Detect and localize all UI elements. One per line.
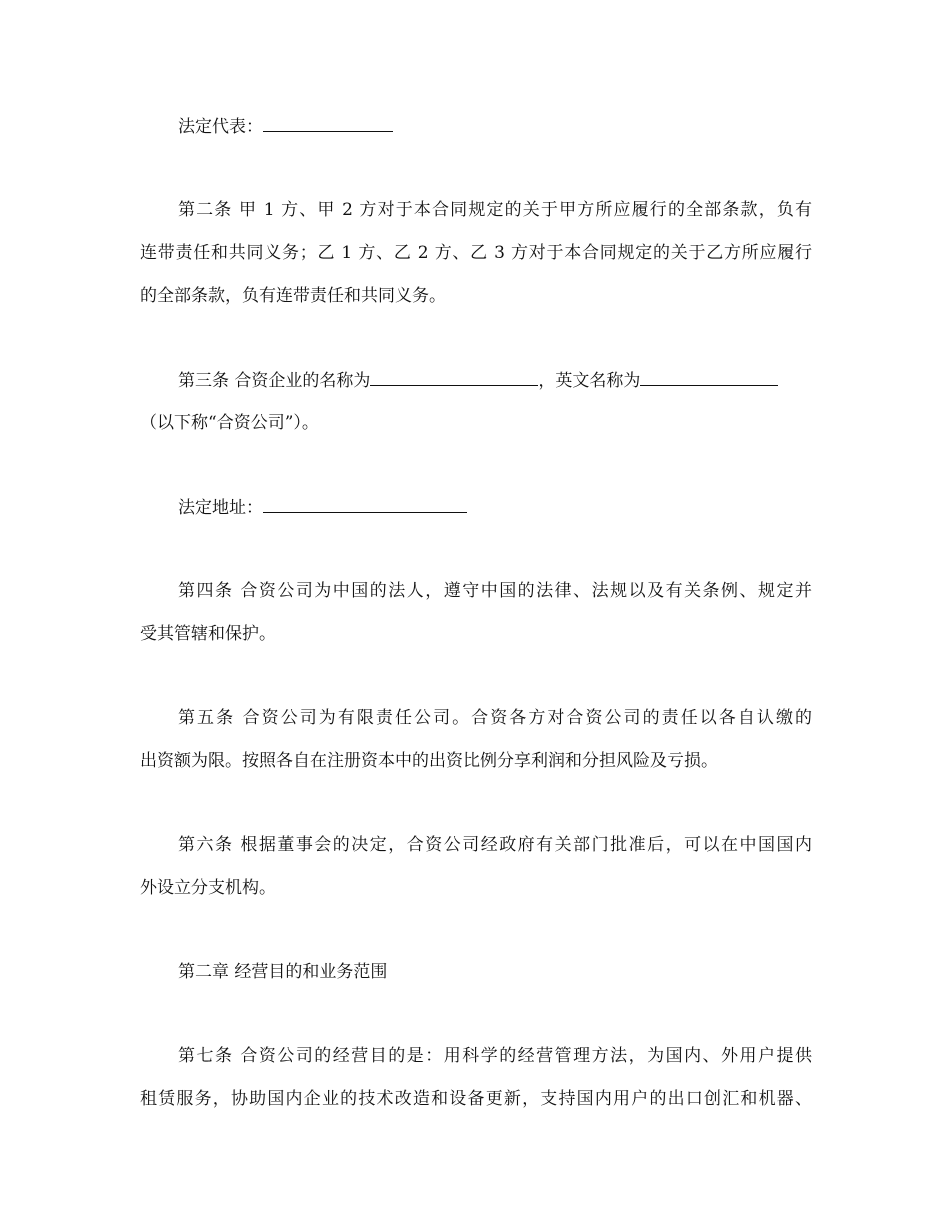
article-4-line-2: 受其管辖和保护。 xyxy=(140,624,276,644)
article-3-line-2: （以下称“合资公司”）。 xyxy=(140,413,319,433)
company-name-blank[interactable] xyxy=(370,369,538,386)
english-name-blank[interactable] xyxy=(640,369,778,386)
legal-representative-label: 法定代表： xyxy=(178,117,263,137)
legal-address-blank[interactable] xyxy=(263,496,467,513)
legal-representative-blank[interactable] xyxy=(263,115,393,132)
article-5-line-1: 第五条 合资公司为有限责任公司。合资各方对合资公司的责任以各自认缴的 xyxy=(178,708,812,728)
article-5-line-2: 出资额为限。按照各自在注册资本中的出资比例分享利润和分担风险及亏损。 xyxy=(140,751,718,771)
article-2-line-3: 的全部条款，负有连带责任和共同义务。 xyxy=(140,286,446,306)
article-2-line-1: 第二条 甲 1 方、甲 2 方对于本合同规定的关于甲方所应履行的全部条款，负有 xyxy=(178,200,812,220)
article-2-line-2: 连带责任和共同义务；乙 1 方、乙 2 方、乙 3 方对于本合同规定的关于乙方所应履行 xyxy=(140,243,812,263)
legal-address-label: 法定地址： xyxy=(178,498,263,518)
article-7-line-2: 租赁服务，协助国内企业的技术改造和设备更新，支持国内用户的出口创汇和机器、 xyxy=(140,1089,812,1109)
legal-address-line xyxy=(178,496,812,519)
article-3-company-name-label: 第三条 合资企业的名称为 xyxy=(178,371,371,391)
article-6-line-2: 外设立分支机构。 xyxy=(140,878,276,898)
article-4-line-1: 第四条 合资公司为中国的法人，遵守中国的法律、法规以及有关条例、规定并 xyxy=(178,581,812,601)
article-7-line-1: 第七条 合资公司的经营目的是：用科学的经营管理方法，为国内、外用户提供 xyxy=(178,1046,812,1066)
article-3-line-1 xyxy=(178,369,812,392)
legal-representative-line xyxy=(178,115,812,138)
article-6-line-1: 第六条 根据董事会的决定，合资公司经政府有关部门批准后，可以在中国国内 xyxy=(178,835,812,855)
chapter-2-heading: 第二章 经营目的和业务范围 xyxy=(178,962,388,982)
article-3-english-name-label: ，英文名称为 xyxy=(538,371,641,391)
